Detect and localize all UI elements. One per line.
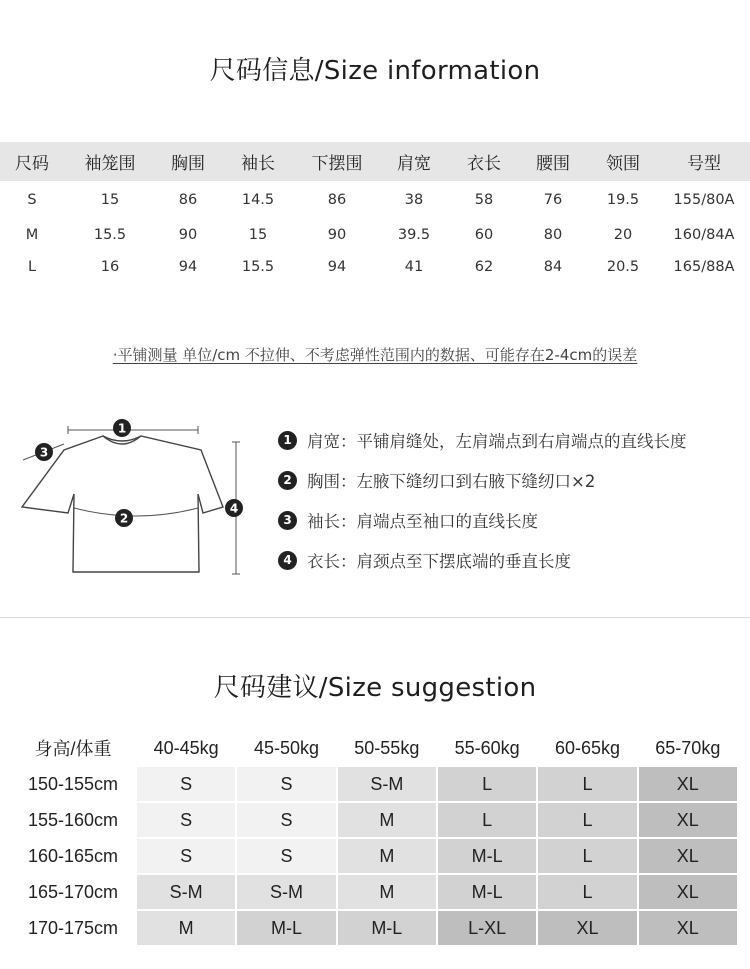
table-cell: 165/88A [673,259,735,275]
size-suggestion-title: 尺码建议/Size suggestion [213,673,537,703]
table-cell: 94 [327,259,347,275]
svg-text:3: 3 [39,445,49,460]
table-row [11,803,737,837]
marker-2 [115,509,133,527]
size-cell: XL [639,803,737,837]
number-badge: 1 [278,431,297,450]
size-cell: S [237,839,335,873]
table-cell: 20 [613,227,633,243]
table-cell: 160/84A [673,227,735,243]
table-cell: 62 [474,259,494,275]
weight-header: 45-50kg [237,731,335,765]
legend-text: 肩宽：平铺肩缝处，左肩端点到右肩端点的直线长度 [307,432,687,451]
col-header: 尺码 [0,142,64,181]
table-cell: 84 [543,259,563,275]
size-cell: M [338,839,436,873]
col-header: 腰围 [518,142,588,181]
table-cell: 58 [474,192,494,208]
size-suggestion-table [9,729,739,947]
size-cell: S [237,767,335,801]
size-cell: XL [639,767,737,801]
number-badge: 4 [278,551,297,570]
tshirt-diagram [18,412,258,587]
size-cell: L [538,839,636,873]
size-info-table [0,142,750,283]
size-cell: M [137,911,235,945]
col-header: 肩宽 [378,142,450,181]
number-badge: 3 [278,511,297,530]
size-cell: S [137,803,235,837]
table-cell: S [27,192,37,208]
table-cell: 94 [178,259,198,275]
table-cell: 38 [404,192,424,208]
size-cell: XL [639,911,737,945]
table-row [11,767,737,801]
weight-header: 65-70kg [639,731,737,765]
size-cell: S-M [137,875,235,909]
size-cell: M-L [438,875,536,909]
table-cell: 20.5 [606,259,640,275]
tshirt-outline [22,436,223,572]
height-label: 155-160cm [11,803,135,837]
table-cell: 155/80A [673,192,735,208]
col-header: 袖笼围 [64,142,156,181]
suggestion-header-row [11,731,737,765]
size-cell: XL [639,839,737,873]
size-cell: S [137,839,235,873]
legend-text: 胸围：左腋下缝纫口到右腋下缝纫口×2 [307,472,596,491]
table-cell: 90 [178,227,198,243]
size-cell: S [237,803,335,837]
measurement-note: ·平铺测量 单位/cm 不拉伸、不考虑弹性范围内的数据、可能存在2-4cm的误差 [112,346,638,364]
col-header: 号型 [658,142,750,181]
col-header: 下摆围 [296,142,378,181]
table-cell: 16 [100,259,120,275]
table-cell: 15 [248,227,268,243]
svg-text:4: 4 [229,501,239,516]
legend-item-length [278,540,687,580]
size-cell: L [438,767,536,801]
table-cell: 86 [327,192,347,208]
table-row [11,911,737,945]
size-cell: M [338,875,436,909]
size-cell: M [338,803,436,837]
table-cell: 39.5 [397,227,431,243]
weight-header: 55-60kg [438,731,536,765]
size-cell: L [438,803,536,837]
number-badge: 2 [278,471,297,490]
table-row [11,839,737,873]
weight-header: 60-65kg [538,731,636,765]
table-row [0,219,750,251]
table-cell: 90 [327,227,347,243]
height-label: 160-165cm [11,839,135,873]
table-row [0,181,750,219]
table-cell: 15 [100,192,120,208]
marker-1 [113,419,131,437]
size-cell: M-L [237,911,335,945]
section-divider [0,617,750,618]
table-cell: 76 [543,192,563,208]
weight-header: 50-55kg [338,731,436,765]
svg-text:2: 2 [119,511,129,526]
size-cell: L [538,767,636,801]
table-cell: 86 [178,192,198,208]
table-cell: 14.5 [241,192,275,208]
size-cell: XL [538,911,636,945]
size-cell: S-M [237,875,335,909]
col-header: 衣长 [450,142,518,181]
table-cell: 60 [474,227,494,243]
legend-text: 衣长：肩颈点至下摆底端的垂直长度 [307,552,571,571]
size-cell: M-L [338,911,436,945]
height-label: 165-170cm [11,875,135,909]
height-label: 170-175cm [11,911,135,945]
col-header: 领围 [588,142,658,181]
marker-4 [225,499,243,517]
height-label: 150-155cm [11,767,135,801]
marker-3 [35,443,53,461]
table-cell: 15.5 [241,259,275,275]
size-cell: M-L [438,839,536,873]
measurement-legend [278,420,687,580]
col-header: 袖长 [220,142,296,181]
legend-item-sleeve [278,500,687,540]
size-cell: L [538,875,636,909]
size-info-header-row [0,142,750,181]
table-row [0,251,750,283]
legend-item-shoulder [278,420,687,460]
size-cell: L-XL [438,911,536,945]
size-cell: S-M [338,767,436,801]
table-cell: 19.5 [606,192,640,208]
legend-item-chest [278,460,687,500]
table-row [11,875,737,909]
weight-header: 40-45kg [137,731,235,765]
svg-text:1: 1 [117,421,127,436]
size-cell: XL [639,875,737,909]
table-cell: 80 [543,227,563,243]
table-cell: 15.5 [93,227,127,243]
size-cell: S [137,767,235,801]
size-info-title: 尺码信息/Size information [209,56,541,86]
legend-text: 袖长：肩端点至袖口的直线长度 [307,512,538,531]
col-header: 胸围 [156,142,220,181]
size-cell: L [538,803,636,837]
table-cell: 41 [404,259,424,275]
table-cell: M [25,227,39,243]
table-cell: L [27,259,37,275]
corner-header: 身高/体重 [11,731,135,765]
